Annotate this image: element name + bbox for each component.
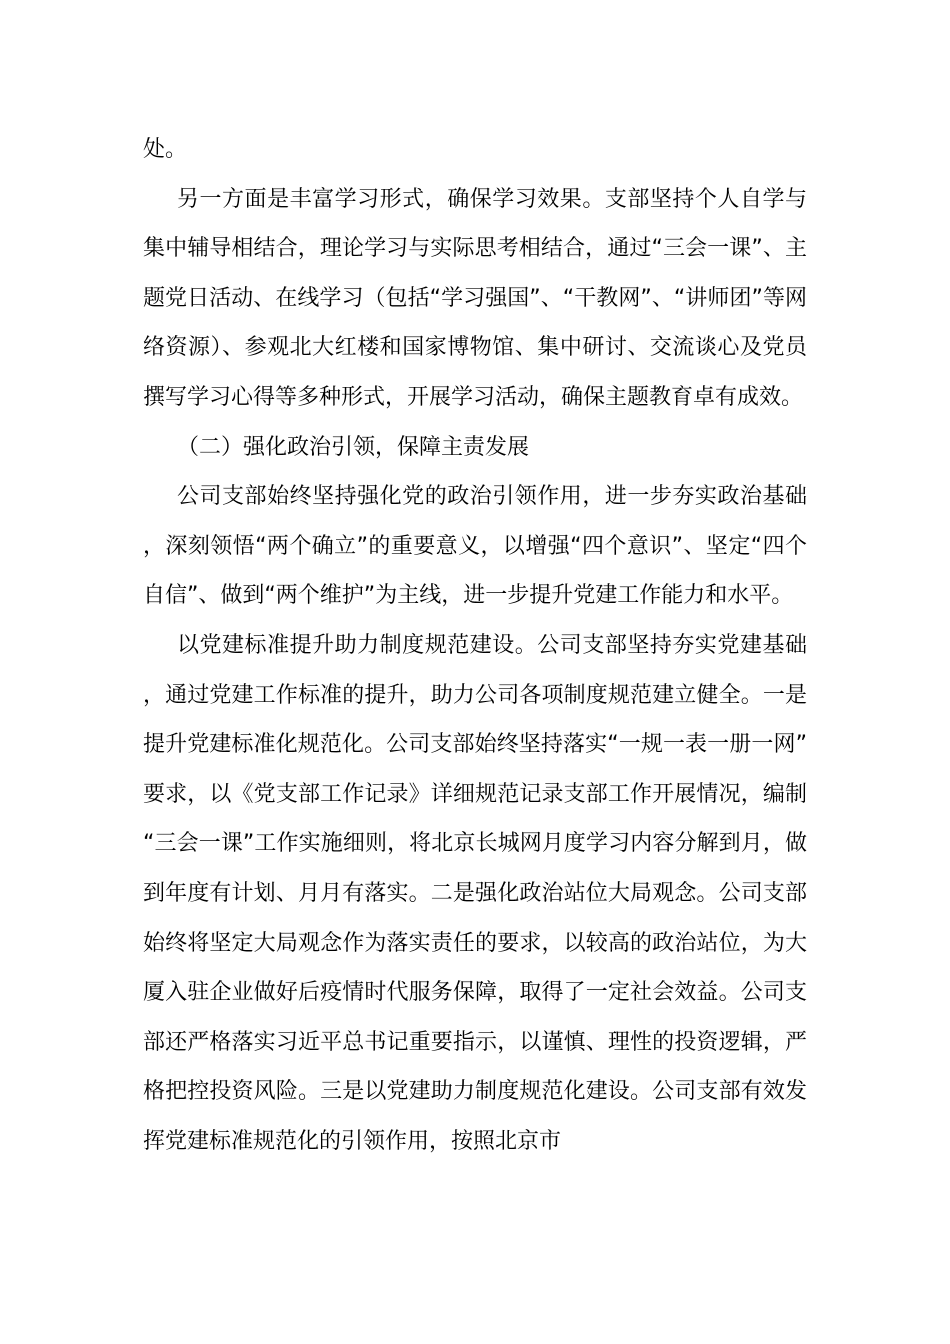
paragraph-political-leadership: 公司支部始终坚持强化党的政治引领作用，进一步夯实政治基础，深刻领悟“两个确立”的重要意义，以增强“四个意识”、坚定“四个自信”、做到“两个维护”为主线，进一步提升党建工作能力和水平。	[143, 484, 807, 609]
paragraph-continuation: 处。	[143, 137, 188, 162]
paragraph-standards: 以党建标准提升助力制度规范建设。公司支部坚持夯实党建基础，通过党建工作标准的提升，助力公司各项制度规范建立健全。一是提升党建标准化规范化。公司支部始终坚持落实“一规一表一册一网”要求，以《党支部工作记录》详细规范记录支部工作开展情况，编制“三会一课”工作实施细则，将北京长城网月度学习内容分解到月，做到年度有计划、月月有落实。二是强化政治站位大局观念。公司支部始终将坚定大局观念作为落实责任的要求，以较高的政治站位，为大厦入驻企业做好后疫情时代服务保障，取得了一定社会效益。公司支部还严格落实习近平总书记重要指示，以谨慎、理性的投资逻辑，严格把控投资风险。三是以党建助力制度规范化建设。公司支部有效发挥党建标准规范化的引领作用，按照北京市	[143, 632, 807, 1154]
section-heading: （二）强化政治引领，保障主责发展	[177, 434, 530, 460]
document-body	[143, 125, 807, 1166]
paragraph-study-forms: 另一方面是丰富学习形式，确保学习效果。支部坚持个人自学与集中辅导相结合，理论学习与实际思考相结合，通过“三会一课”、主题党日活动、在线学习（包括“学习强国”、“干教网”、“讲师团”等网络资源）、参观北大红楼和国家博物馆、集中研讨、交流谈心及党员撰写学习心得等多种形式，开展学习活动，确保主题教育卓有成效。	[143, 186, 807, 410]
